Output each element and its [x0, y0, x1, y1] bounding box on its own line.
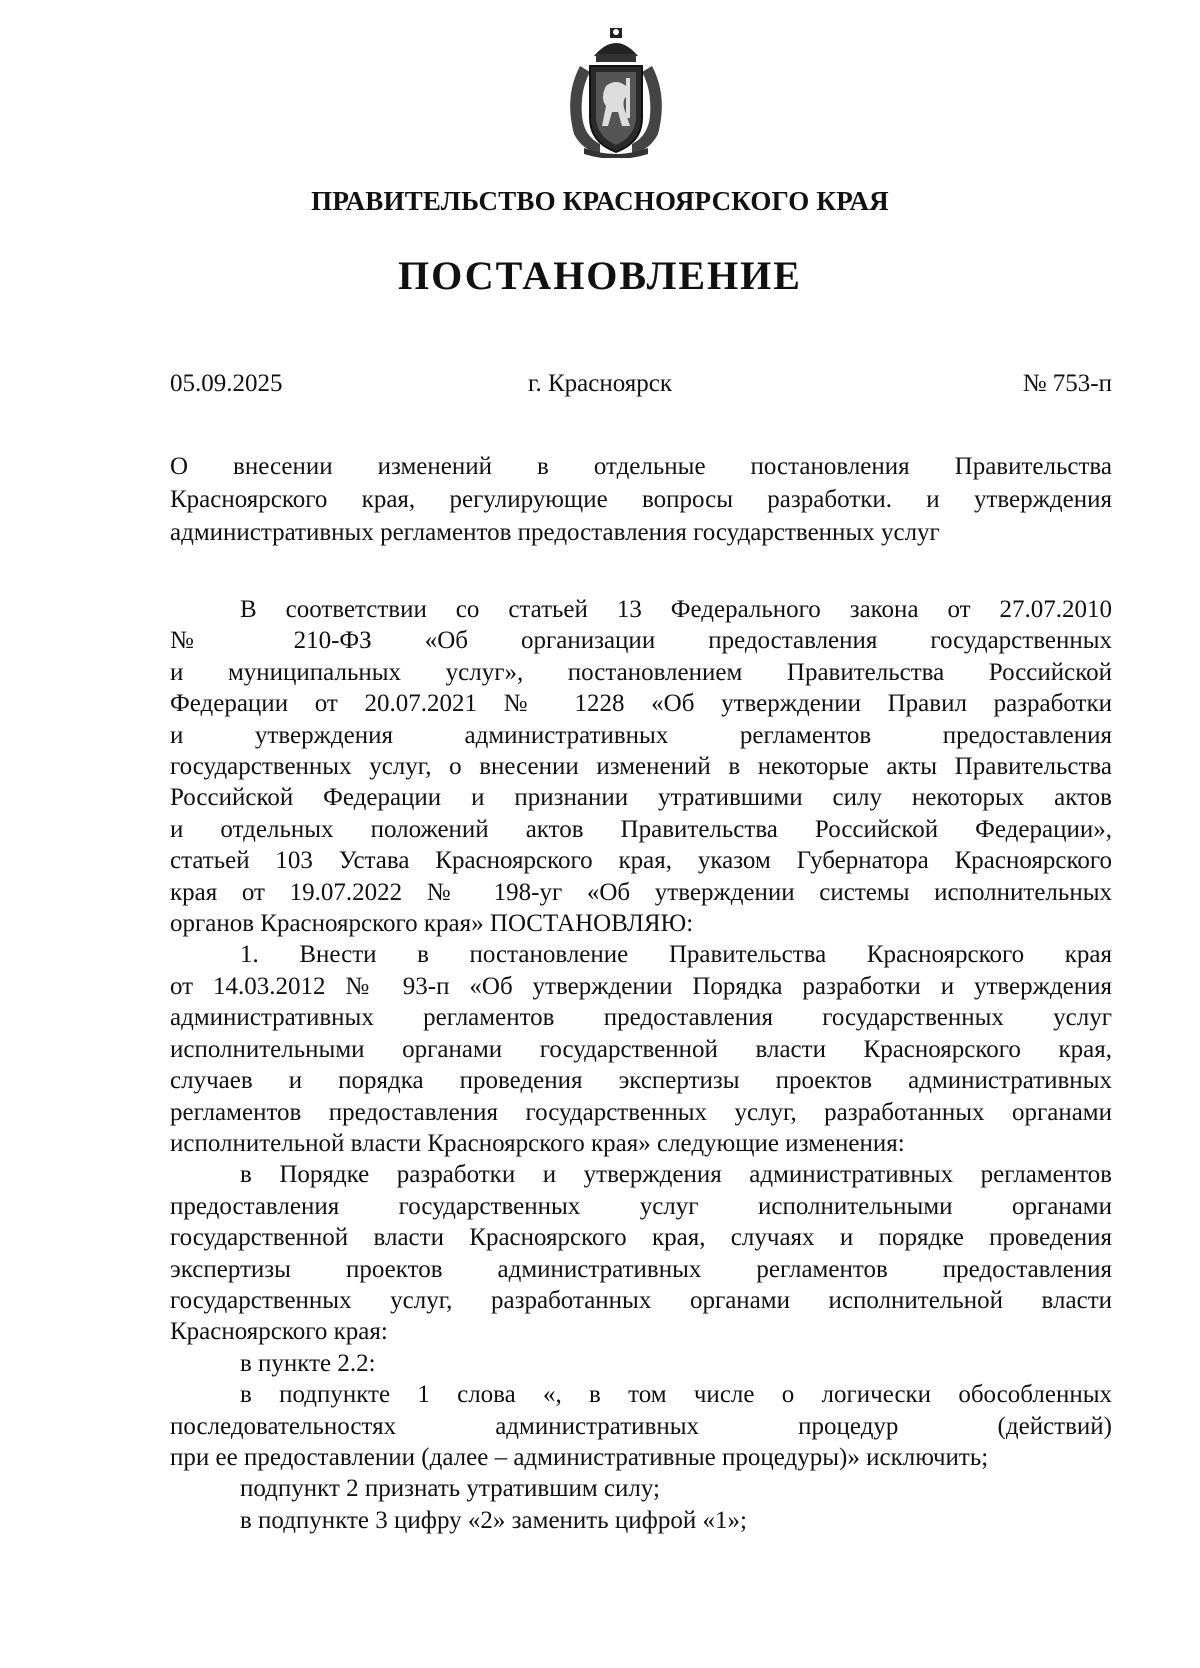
document-city: г. Красноярск: [528, 370, 672, 397]
body-line: экспертизы проектов административных регламентов предоставления: [170, 1255, 1112, 1283]
body-line: в подпункте 3 цифру «2» заменить цифрой «1»;: [240, 1506, 747, 1534]
body-line: государственных услуг, разработанных органами исполнительной власти: [170, 1286, 1112, 1314]
body-line: при ее предоставлении (далее – административные процедуры)» исключить;: [170, 1443, 989, 1471]
body-line: № 210-ФЗ «Об организации предоставления государственных: [170, 627, 1112, 655]
body-line: исполнительными органами государственной власти Красноярского края,: [170, 1035, 1112, 1063]
body-line: Красноярского края:: [170, 1318, 388, 1346]
body-line: В соответствии со статьей 13 Федерального закона от 27.07.2010: [240, 596, 1112, 623]
body-line: и муниципальных услуг», постановлением Правительства Российской: [170, 658, 1112, 686]
body-line: административных регламентов предоставления государственных услуг: [170, 1004, 1112, 1032]
body-line: случаев и порядка проведения экспертизы проектов административных: [170, 1067, 1112, 1095]
organization-title: ПРАВИТЕЛЬСТВО КРАСНОЯРСКОГО КРАЯ: [311, 186, 889, 216]
body-line: исполнительной власти Красноярского края» следующие изменения:: [170, 1129, 905, 1157]
document-type-title: ПОСТАНОВЛЕНИЕ: [398, 253, 802, 298]
body-line: Федерации от 20.07.2021 № 1228 «Об утверждении Правил разработки: [170, 690, 1112, 718]
body-line: государственной власти Красноярского края, случаях и порядке проведения: [170, 1224, 1112, 1252]
body-line: Российской Федерации и признании утратившими силу некоторых актов: [170, 784, 1112, 812]
body-line: статьей 103 Устава Красноярского края, указом Губернатора Красноярского: [170, 847, 1112, 875]
body-line: и отдельных положений актов Правительства Российской Федерации»,: [170, 815, 1112, 843]
body-line: от 14.03.2012 № 93-п «Об утверждении Порядка разработки и утверждения: [170, 972, 1112, 1000]
document-body: [170, 594, 1112, 1536]
body-line: регламентов предоставления государственных услуг, разработанных органами: [170, 1098, 1112, 1126]
subject-line: административных регламентов предоставления государственных услуг: [170, 519, 940, 546]
body-line: в Порядке разработки и утверждения административных регламентов: [240, 1161, 1112, 1189]
body-line: подпункт 2 признать утратившим силу;: [240, 1475, 660, 1503]
subject-line: О внесении изменений в отдельные постановления Правительства: [170, 453, 1112, 480]
subject-line: Красноярского края, регулирующие вопросы разработки. и утверждения: [170, 486, 1112, 513]
body-line: в подпункте 1 слова «, в том числе о логически обособленных: [240, 1381, 1112, 1409]
body-line: предоставления государственных услуг исполнительными органами: [170, 1192, 1112, 1220]
document-date: 05.09.2025: [170, 370, 283, 397]
body-line: последовательностях административных процедур (действий): [170, 1412, 1112, 1440]
body-line: края от 19.07.2022 № 198-уг «Об утверждении системы исполнительных: [170, 878, 1112, 906]
coat-of-arms-icon: [560, 26, 672, 158]
document-subject: [170, 450, 1112, 549]
body-line: государственных услуг, о внесении изменений в некоторые акты Правительства: [170, 753, 1112, 781]
body-line: органов Красноярского края» ПОСТАНОВЛЯЮ:: [170, 910, 694, 938]
body-line: в пункте 2.2:: [240, 1349, 376, 1377]
body-line: и утверждения административных регламентов предоставления: [170, 721, 1112, 749]
body-line: 1. Внести в постановление Правительства Красноярского края: [240, 941, 1112, 969]
document-number: № 753-п: [1022, 370, 1112, 397]
